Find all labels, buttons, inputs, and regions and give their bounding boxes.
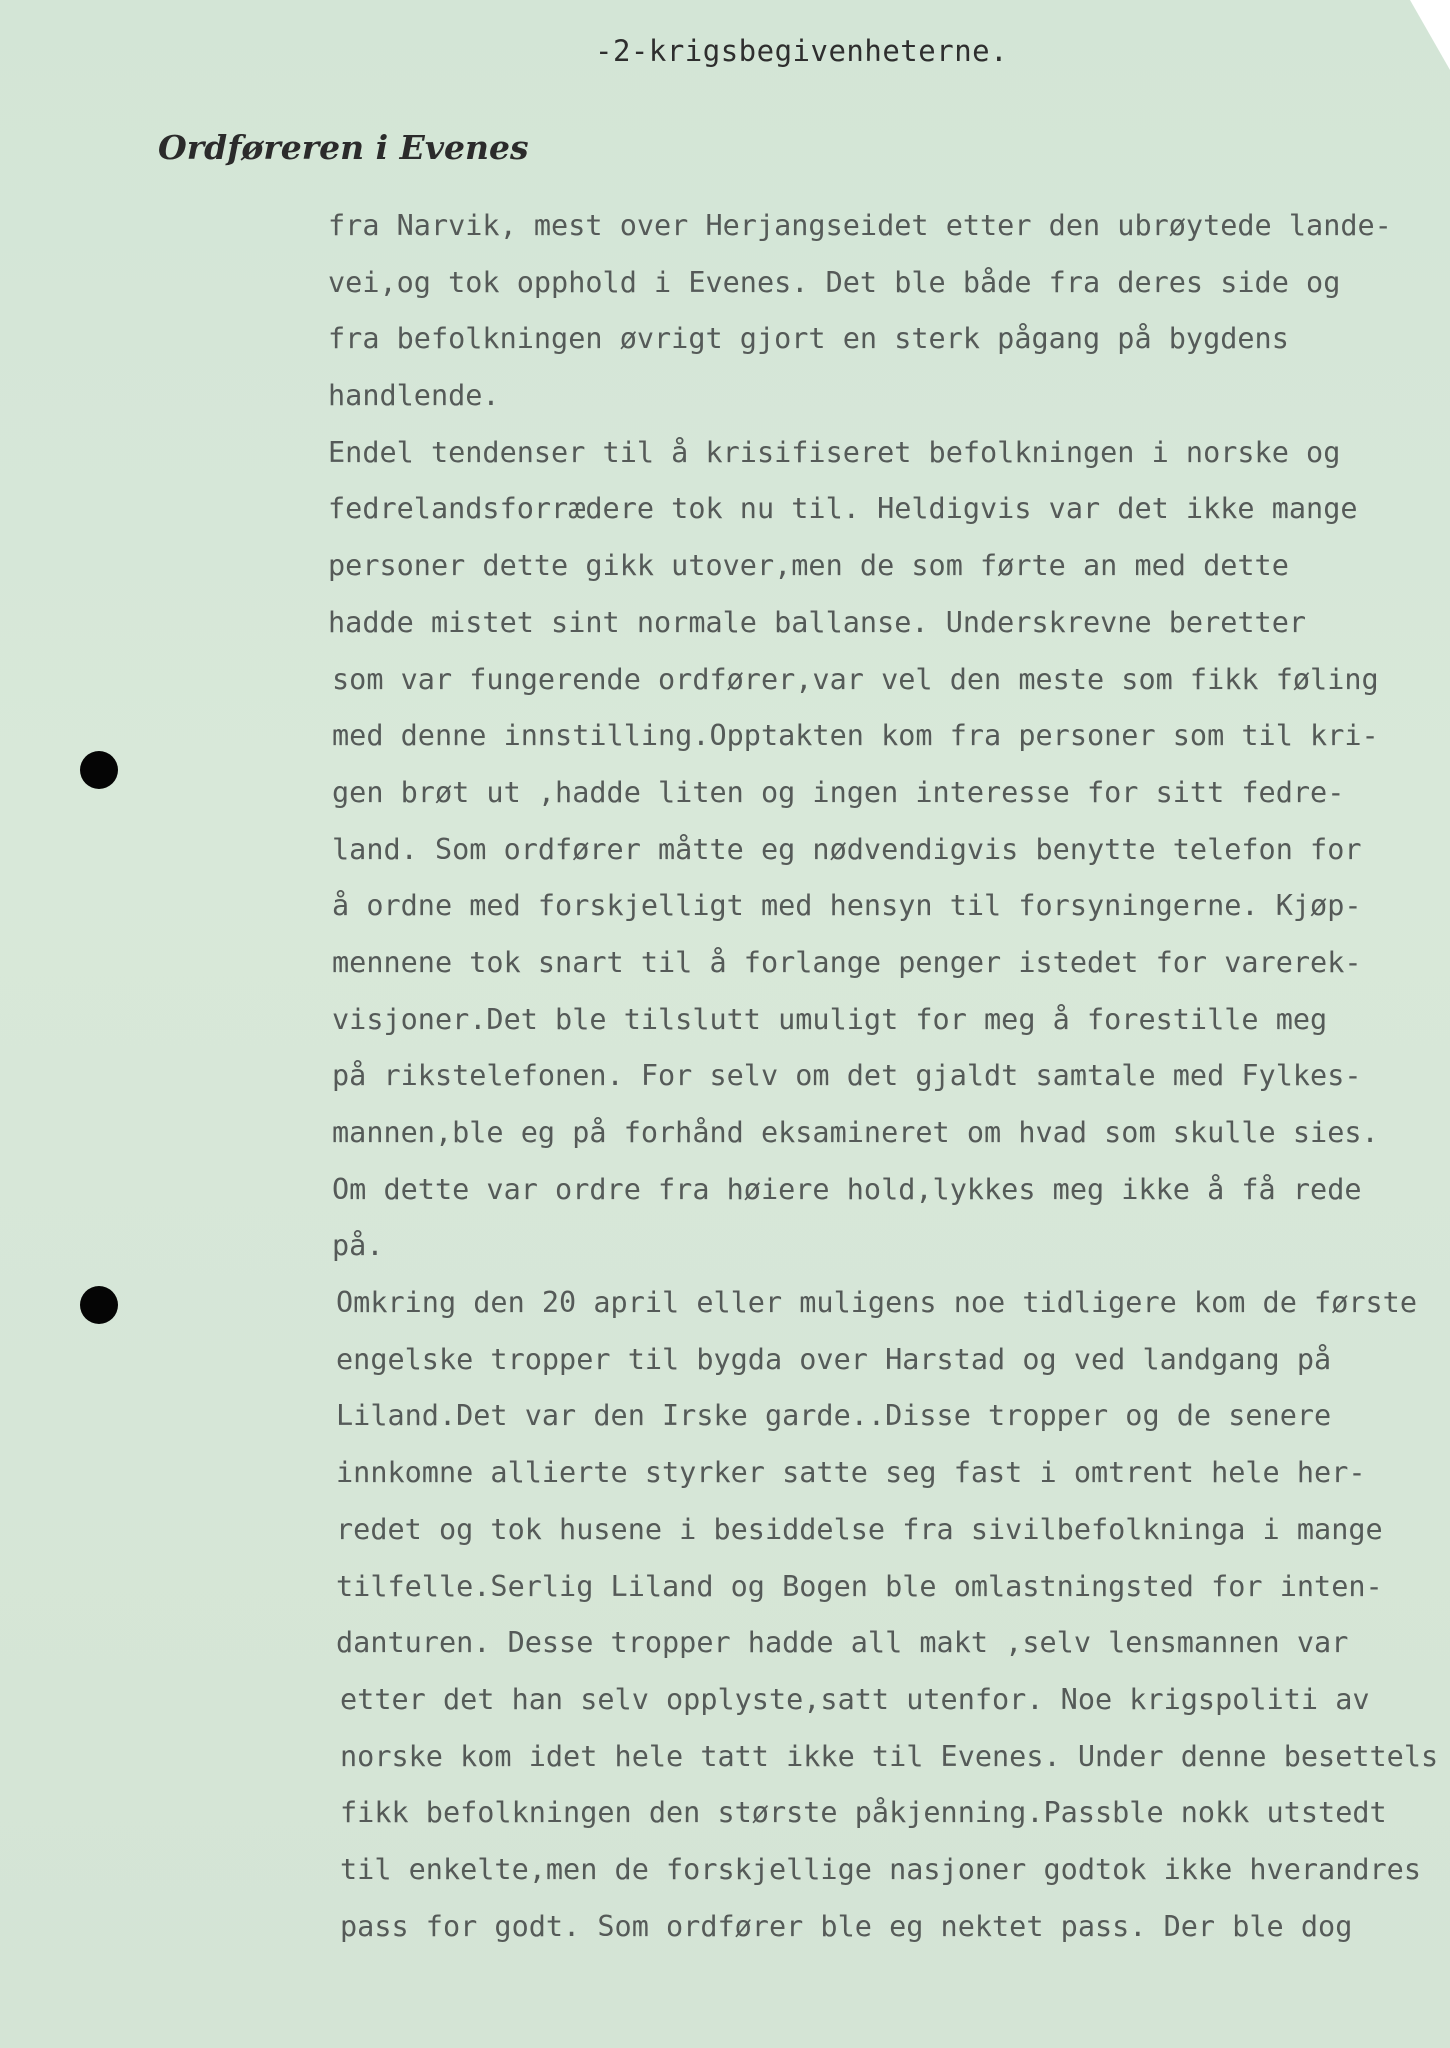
text-line: innkomne allierte styrker satte seg fast i omtrent hele her- <box>336 1456 1366 1490</box>
text-line: fedrelandsforrædere tok nu til. Heldigvis var det ikke mange <box>328 492 1358 526</box>
text-line: land. Som ordfører måtte eg nødvendigvis benytte telefon for <box>332 832 1362 866</box>
text-line: Om dette var ordre fra høiere hold,lykkes meg ikke å få rede <box>332 1172 1362 1206</box>
text-line: Endel tendenser til å krisifiseret befolkningen i norske og <box>328 435 1341 469</box>
page-header: -2-krigsbegivenheterne. <box>595 34 1009 68</box>
text-line: Liland.Det var den Irske garde..Disse tropper og de senere <box>336 1399 1332 1433</box>
text-line: redet og tok husene i besiddelse fra sivilbefolkninga i mange <box>336 1512 1383 1546</box>
text-line: Omkring den 20 april eller muligens noe tidligere kom de første <box>336 1286 1417 1320</box>
text-line: etter det han selv opplyste,satt utenfor. Noe krigspoliti av <box>340 1682 1370 1716</box>
text-line: engelske tropper til bygda over Harstad og ved landgang på <box>336 1342 1332 1376</box>
text-line: mannen,ble eg på forhånd eksamineret om hvad som skulle sies. <box>332 1116 1379 1149</box>
text-line: hadde mistet sint normale ballanse. Underskrevne beretter <box>328 605 1307 639</box>
text-line: mennene tok snart til å forlange penger istedet for varerek- <box>332 945 1362 979</box>
text-line: pass for godt. Som ordfører ble eg nektet pass. Der ble dog <box>340 1909 1353 1943</box>
text-line: gen brøt ut ,hadde liten og ingen interesse for sitt fedre- <box>332 775 1345 809</box>
punch-hole-top <box>80 751 118 789</box>
text-line: tilfelle.Serlig Liland og Bogen ble omlastningsted for inten- <box>336 1569 1383 1603</box>
text-line: visjoner.Det ble tilslutt umuligt for meg å forestille meg <box>332 1002 1328 1036</box>
text-line: norske kom idet hele tatt ikke til Evenes. Under denne besettels <box>340 1739 1439 1773</box>
text-line: fra befolkningen øvrigt gjort en sterk pågang på bygdens <box>328 322 1289 356</box>
text-line: på rikstelefonen. For selv om det gjaldt samtale med Fylkes- <box>332 1059 1362 1093</box>
section-heading: Ordføreren i Evenes <box>158 128 529 167</box>
text-line: med denne innstilling.Opptakten kom fra personer som til kri- <box>332 719 1379 753</box>
text-line: som var fungerende ordfører,var vel den meste som fikk føling <box>332 662 1379 696</box>
text-line: handlende. <box>328 379 500 413</box>
text-line: fikk befolkningen den største påkjenning.Passble nokk utstedt <box>340 1796 1387 1830</box>
folded-corner <box>1410 0 1450 70</box>
text-line: fra Narvik, mest over Herjangseidet etter den ubrøytede lande- <box>328 209 1392 242</box>
text-line: personer dette gikk utover,men de som førte an med dette <box>328 549 1289 583</box>
text-line: å ordne med forskjelligt med hensyn til forsyningerne. Kjøp- <box>332 889 1362 923</box>
typewritten-body <box>328 198 1439 1955</box>
text-line: vei,og tok opphold i Evenes. Det ble både fra deres side og <box>328 265 1341 299</box>
text-line: danturen. Desse tropper hadde all makt ,selv lensmannen var <box>336 1626 1349 1660</box>
text-line: til enkelte,men de forskjellige nasjoner godtok ikke hverandres <box>340 1852 1421 1886</box>
punch-hole-bottom <box>80 1286 118 1324</box>
text-line: på. <box>332 1229 384 1263</box>
